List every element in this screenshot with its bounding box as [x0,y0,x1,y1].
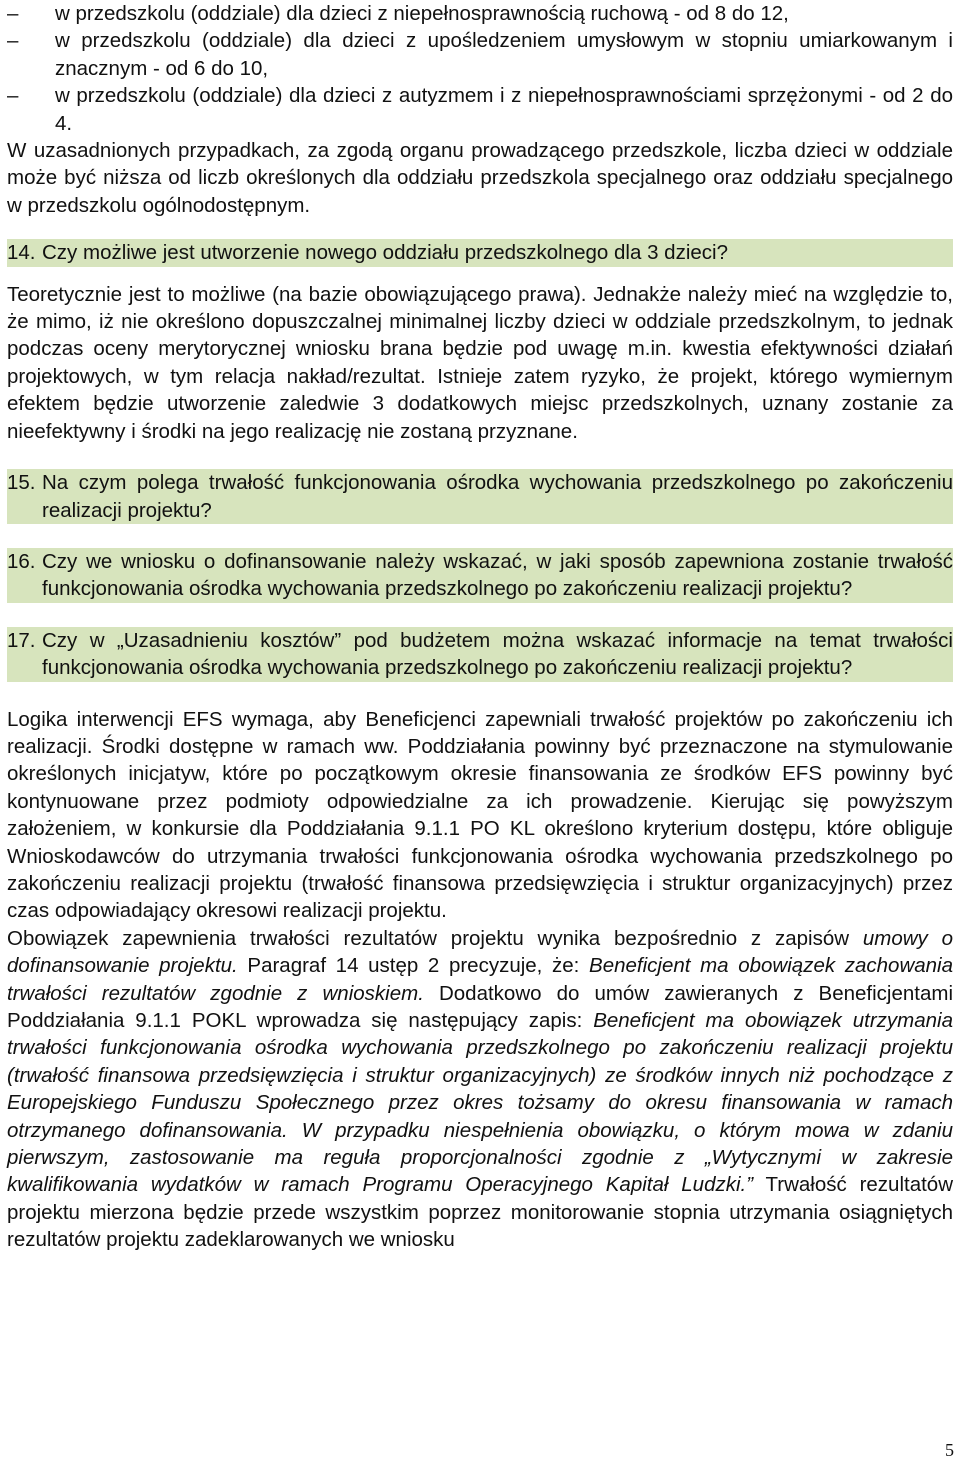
duty-text-4-italic: Beneficjent ma obowiązek zachowania trwałości rezultatów zgodnie z wnioskiem. [7,954,954,1005]
duty-text-3: Paragraf 14 ustęp 2 precyzuje, że: [237,954,590,978]
list-marker: – [7,2,19,25]
question-text: Czy we wniosku o dofinansowanie należy wskazać, w jaki sposób zapewniona zostanie trwałość funkcjonowania ośrodka wychowania przedszkolnego po zakończeniu realizacji projektu? [42,549,953,601]
answer-14: Teoretycznie jest to możliwe (na bazie obowiązującego prawa). Jednakże należy mieć na względzie to, że mimo, iż nie określono dopuszczalnej minimalnej liczby dzieci w oddziale przedszkolnym, to jednak podczas oceny merytorycznej wniosku brana będzie pod uwagę m.in. kwestia efektywności działań projektowych, w tym relacja nakład/rezultat. Istnieje zatem ryzyko, że projekt, którego wymiernym efektem będzie utworzenie zaledwie 3 dodatkowych miejsc przedszkolnych, uznany zostanie za nieefektywny i środki na jego realizację nie zostaną przyznane. [7,282,953,443]
question-15 [7,469,953,524]
list-marker: – [7,84,19,108]
question-14 [7,239,953,266]
question-17 [7,627,953,682]
list-item-text: w przedszkolu (oddziale) dla dzieci z niepełnosprawnością ruchową - od 8 do 12, [55,2,789,25]
answer-duty-paragraph [7,925,953,1254]
paragraph-exceptions: W uzasadnionych przypadkach, za zgodą organu prowadzącego przedszkole, liczba dzieci w oddziale może być niższa od liczb określonych dla oddziału przedszkola specjalnego oraz oddziału specjalnego w przedszkolu ogólnodostępnym. [7,139,953,217]
list-item-text: w przedszkolu (oddziale) dla dzieci z autyzmem i z niepełnosprawnościami sprzężonymi - od 2 do 4. [55,84,953,135]
duty-text-6-italic: Beneficjent ma obowiązek utrzymania trwałości funkcjonowania ośrodka wychowania przedszkolnego po zakończeniu realizacji projektu (trwałość finansowa przedsięwzięcia i struktur organizacyjnych) ze środków innych niż pochodzące z Europejskiego Funduszu Społecznego przez okres tożsamy do okresu finansowania w ramach otrzymanego dofinansowania. W przypadku niespełnienia obowiązku, o którym mowa w zdaniu pierwszym, zastosowanie ma reguła proporcjonalności zgodnie z „Wytycznymi w zakresie kwalifikowania wydatków w ramach Programu Operacyjnego Kapitał Ludzki.” [7,1009,953,1197]
question-number: 17. [7,628,36,652]
question-text: Czy możliwe jest utworzenie nowego oddziału przedszkolnego dla 3 dzieci? [42,241,728,265]
child-count-list [7,0,953,137]
duty-text-2-italic: umowy o dofinansowanie projektu. [7,926,954,978]
answer-logic-paragraph: Logika interwencji EFS wymaga, aby Beneficjenci zapewniali trwałość projektów po zakończeniu ich realizacji. Środki dostępne w ramach ww. Poddziałania powinny być przeznaczone na stymulowanie określonych inicjatyw, które po początkowym okresie finansowania ze środków EFS powinny być kontynuowane przez podmioty odpowiedzialne za ich prowadzenie. Kierując się powyższym założeniem, w konkursie dla Poddziałania 9.1.1 PO KL określono kryterium dostępu, które obliguje Wnioskodawców do utrzymania trwałości funkcjonowania ośrodka wychowania przedszkolnego po zakończeniu realizacji projektu (trwałość finansowa przedsięwzięcia i struktur organizacyjnych) przez czas odpowiadający okresowi realizacji projektu. [7,707,953,923]
question-number: 16. [7,549,36,573]
duty-text-1: Obowiązek zapewnienia trwałości rezultatów projektu wynika bezpośrednio z zapisów [7,926,863,950]
question-number: 14. [7,241,36,265]
question-number: 15. [7,471,36,495]
list-item-text: w przedszkolu (oddziale) dla dzieci z upośledzeniem umysłowym w stopniu umiarkowanym i znacznym - od 6 do 10, [55,29,953,80]
duty-text-5: Dodatkowo do umów zawieranych z Beneficjentami Poddziałania 9.1.1 POKL wprowadza się następujący zapis: [7,981,953,1032]
list-item [7,27,953,82]
duty-text-7: Trwałość rezultatów projektu mierzona będzie przede wszystkim poprzez monitorowanie stopnia utrzymania osiągniętych rezultatów projektu zadeklarowanych we wniosku [7,1173,953,1252]
question-text: Czy w „Uzasadnieniu kosztów” pod budżetem można wskazać informacje na temat trwałości funkcjonowania ośrodka wychowania przedszkolnego po zakończeniu realizacji projektu? [42,628,953,680]
page-number: 5 [945,1440,954,1460]
list-marker: – [7,29,19,53]
list-item [7,82,953,137]
document-page [7,0,953,1254]
question-16 [7,548,953,603]
question-text: Na czym polega trwałość funkcjonowania ośrodka wychowania przedszkolnego po zakończeniu realizacji projektu? [42,471,953,522]
list-item [7,0,953,27]
